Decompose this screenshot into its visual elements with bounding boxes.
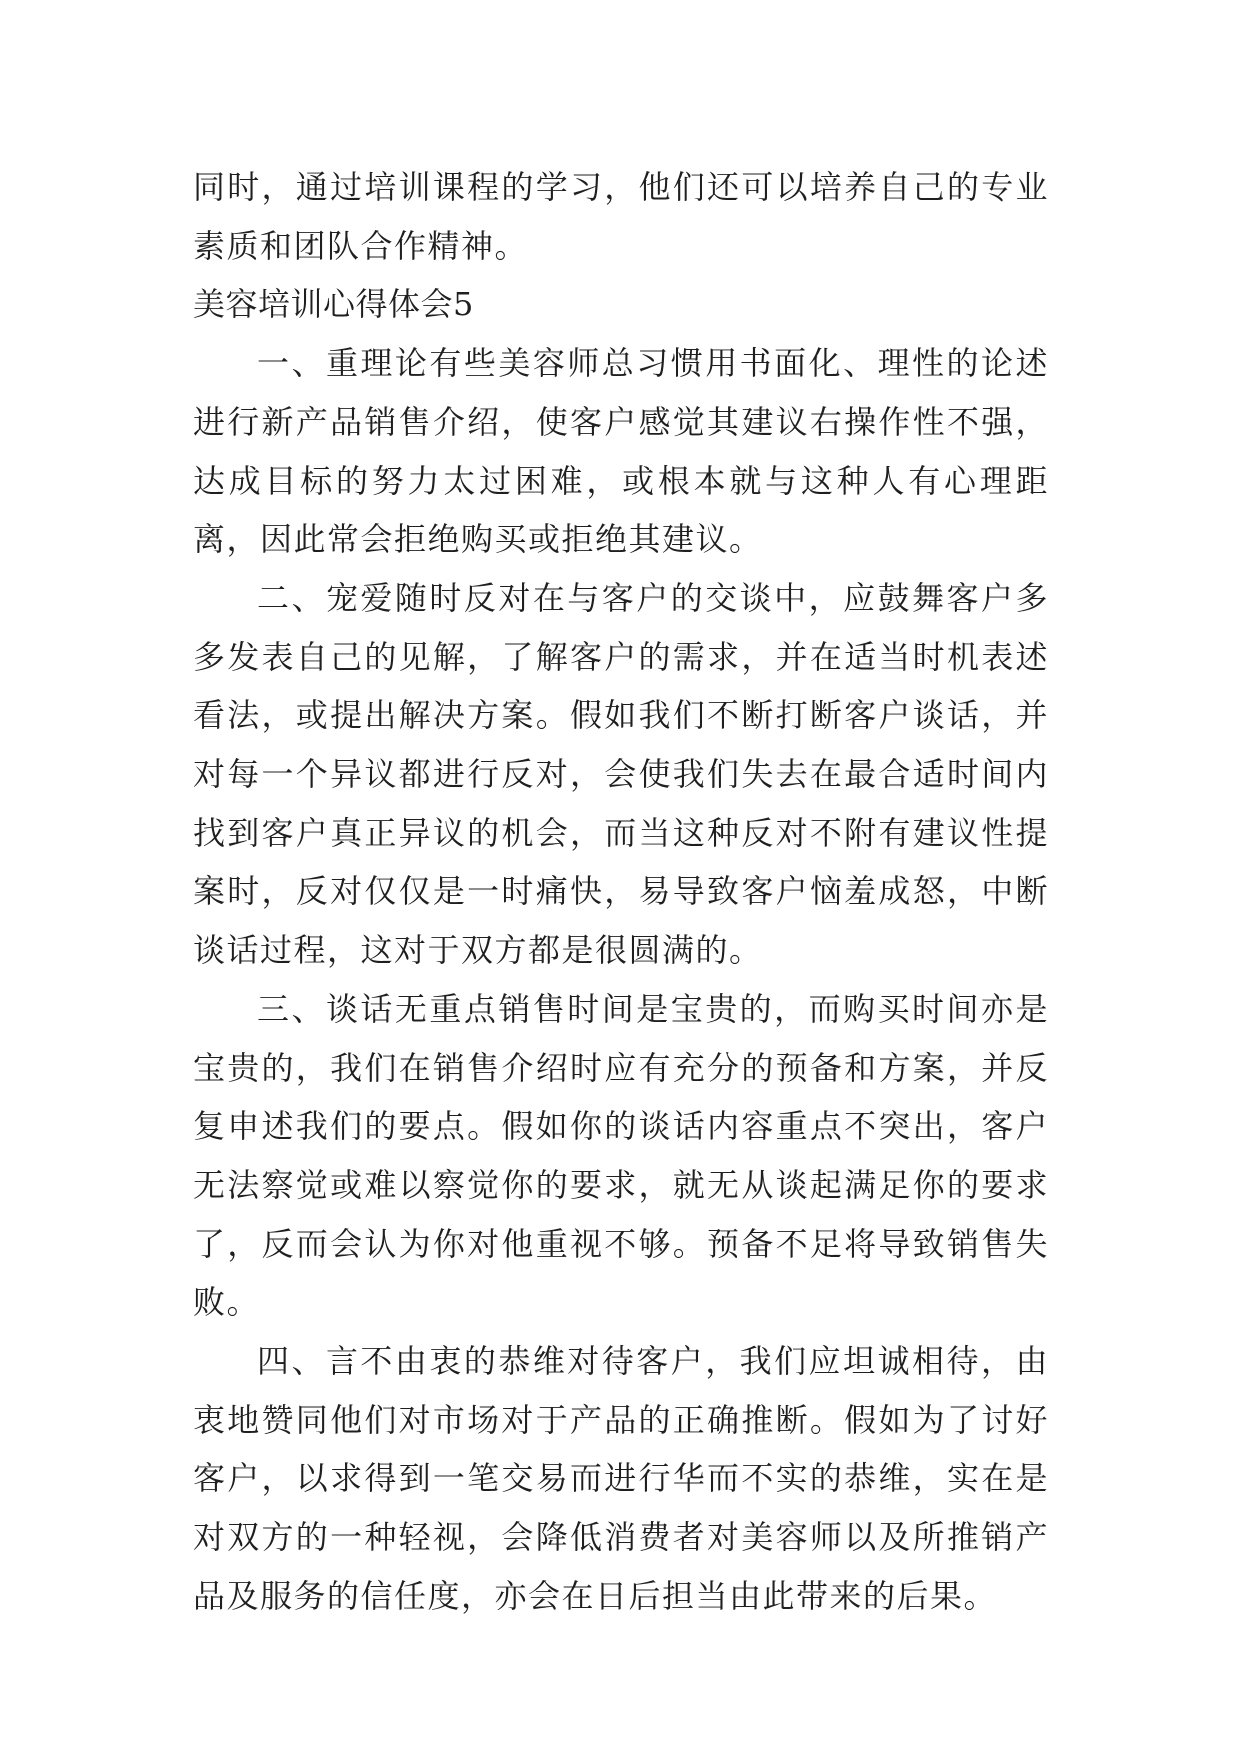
paragraph-point-4: 四、言不由衷的恭维对待客户，我们应坦诚相待，由衷地赞同他们对市场对于产品的正确推断。假如为了讨好客户，以求得到一笔交易而进行华而不实的恭维，实在是对双方的一种轻视，会降低消费者对美容师以及所推销产品及服务的信任度，亦会在日后担当由此带来的后果。 <box>193 1342 1049 1615</box>
paragraph-point-3: 三、谈话无重点销售时间是宝贵的，而购买时间亦是宝贵的，我们在销售介绍时应有充分的预备和方案，并反复申述我们的要点。假如你的谈话内容重点不突出，客户无法察觉或难以察觉你的要求，就无从谈起满足你的要求了，反而会认为你对他重视不够。预备不足将导致销售失败。 <box>193 989 1049 1322</box>
document-body <box>193 158 1049 1626</box>
paragraph-point-2: 二、宠爱随时反对在与客户的交谈中，应鼓舞客户多多发表自己的见解，了解客户的需求，并在适当时机表述看法，或提出解决方案。假如我们不断打断客户谈话，并对每一个异议都进行反对，会使我们失去在最合适时间内找到客户真正异议的机会，而当这种反对不附有建议性提案时，反对仅仅是一时痛快，易导致客户恼羞成怒，中断谈话过程，这对于双方都是很圆满的。 <box>193 578 1049 970</box>
paragraph-continuation: 同时，通过培训课程的学习，他们还可以培养自己的专业素质和团队合作精神。 <box>193 168 1049 265</box>
paragraph-point-1: 一、重理论有些美容师总习惯用书面化、理性的论述进行新产品销售介绍，使客户感觉其建议右操作性不强，达成目标的努力太过困难，或根本就与这种人有心理距离，因此常会拒绝购买或拒绝其建议。 <box>193 344 1049 559</box>
section-heading: 美容培训心得体会5 <box>193 285 474 324</box>
